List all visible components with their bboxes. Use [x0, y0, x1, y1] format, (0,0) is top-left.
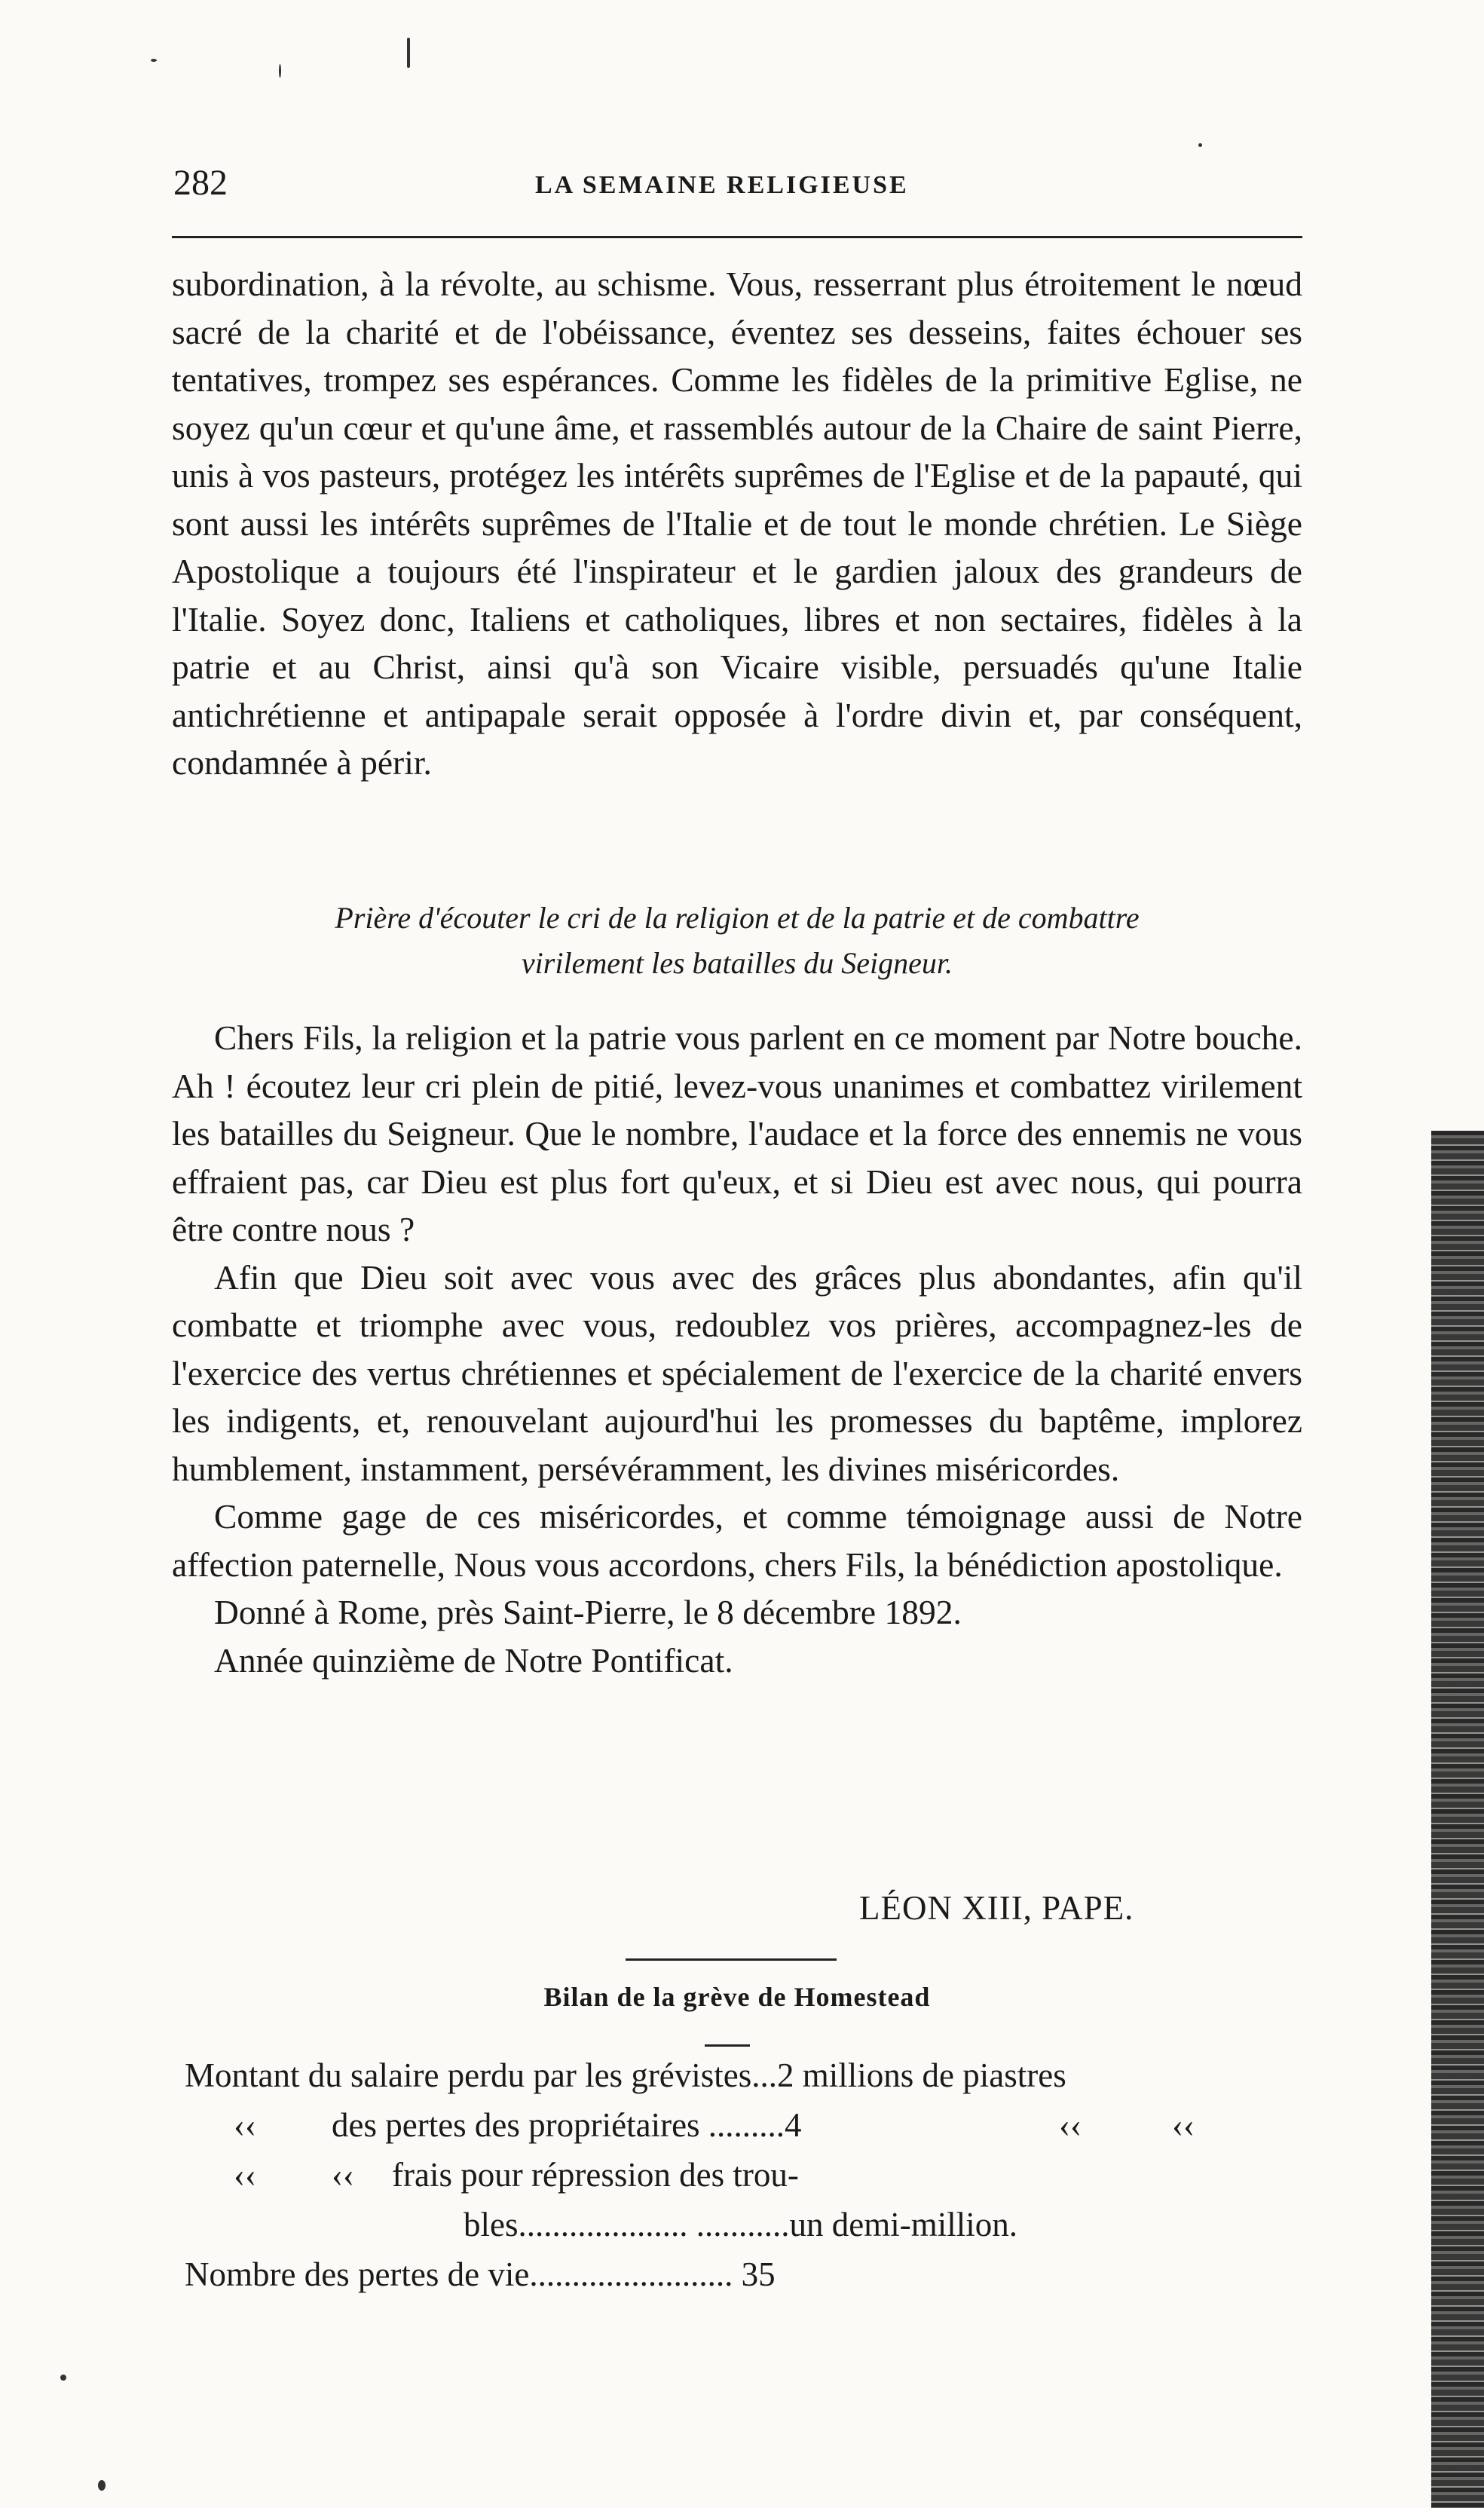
ditto-mark: ‹‹: [234, 2106, 256, 2144]
stats-row-lives-lost: Nombre des pertes de vie........................ 35: [185, 2255, 776, 2293]
caption-line-1: Prière d'écouter le cri de la religion et de la patrie et de combattre: [335, 901, 1140, 935]
ditto-mark: ‹‹: [1172, 2106, 1195, 2144]
paragraph-subordination: subordination, à la révolte, au schisme. Vous, resserrant plus étroitement le nœud sacré de la charité et de l'obéissance, éventez ses desseins, faites échouer ses tentatives, trompez ses espérances. Comme les fidèles de la primitive Eglise, ne soyez qu'un cœur et qu'une âme, et rassemblés autour de la Chaire de saint Pierre, unis à vos pasteurs, protégez les intérêts suprêmes de l'Eglise et de la papauté, qui sont aussi les intérêts suprêmes de l'Italie et de tout le monde chrétien. Le Siège Apostolique a toujours été l'inspirateur et le gardien jaloux des grandeurs de l'Italie. Soyez donc, Italiens et catholiques, libres et non sectaires, fidèles à la patrie et au Christ, ainsi qu'à son Vicaire visible, persuadés qu'une Italie antichrétienne et antipapale serait opposée à l'ordre divin et, par conséquent, condamnée à périr.: [172, 265, 1302, 782]
section-title: Bilan de la grève de Homestead: [543, 1982, 931, 2012]
header-rule: [172, 236, 1302, 238]
stats-row-repression: frais pour répression des trou-: [392, 2156, 799, 2194]
stats-row-owner-losses: des pertes des propriétaires .........4: [332, 2106, 802, 2144]
section-divider: [626, 1958, 837, 1961]
pontificate-year-line: Année quinzième de Notre Pontificat.: [214, 1640, 733, 1680]
paragraph-afin-que: Afin que Dieu soit avec vous avec des grâces plus abondantes, afin qu'il combatte et triomphe avec vous, redoublez vos prières, accompagnez-les de l'exercice des vertus chrétiennes et spécialement de l'exercice de la charité envers les indigents, et, renouvelant aujourd'hui les promesses du baptême, implorez humblement, instamment, persévéramment, les divines miséricordes.: [172, 1257, 1302, 1488]
scan-speck: [407, 38, 410, 68]
body-block-1: [172, 260, 1302, 787]
page-header: [173, 162, 1304, 215]
caption-line-2: virilement les batailles du Seigneur.: [521, 946, 953, 980]
running-title: LA SEMAINE RELIGIEUSE: [535, 171, 909, 199]
scan-speck: [98, 2480, 106, 2491]
scan-speck: [151, 59, 157, 62]
section-caption: [172, 896, 1302, 986]
ditto-mark: ‹‹: [234, 2156, 256, 2194]
scan-speck: [279, 64, 281, 78]
page-edge-shadow: [1431, 1131, 1484, 2508]
page-number: 282: [173, 163, 228, 203]
ditto-mark: ‹‹: [1059, 2106, 1082, 2144]
scan-speck: [1198, 143, 1202, 147]
stats-row-repression-cont: bles.................... ...........un demi-million.: [464, 2206, 1017, 2243]
stats-row-wages: Montant du salaire perdu par les grévistes...2 millions de piastres: [185, 2056, 1066, 2094]
body-block-2: [172, 1014, 1302, 1684]
scan-speck: [60, 2375, 66, 2381]
paragraph-comme-gage: Comme gage de ces miséricordes, et comme témoignage aussi de Notre affection paternelle, Nous vous accordons, chers Fils, la bénédiction apostolique.: [172, 1497, 1302, 1584]
title-dash: [705, 2044, 750, 2047]
signature: LÉON XIII, PAPE.: [859, 1889, 1134, 1927]
date-line: Donné à Rome, près Saint-Pierre, le 8 décembre 1892.: [214, 1593, 962, 1631]
ditto-mark: ‹‹: [332, 2156, 354, 2194]
paragraph-chers-fils: Chers Fils, la religion et la patrie vous parlent en ce moment par Notre bouche. Ah ! écoutez leur cri plein de pitié, levez-vous unanimes et combattez virilement les batailles du Seigneur. Que le nombre, l'audace et la force des ennemis ne vous effraient pas, car Dieu est plus fort qu'eux, et si Dieu est avec nous, qui pourra être contre nous ?: [172, 1018, 1302, 1248]
